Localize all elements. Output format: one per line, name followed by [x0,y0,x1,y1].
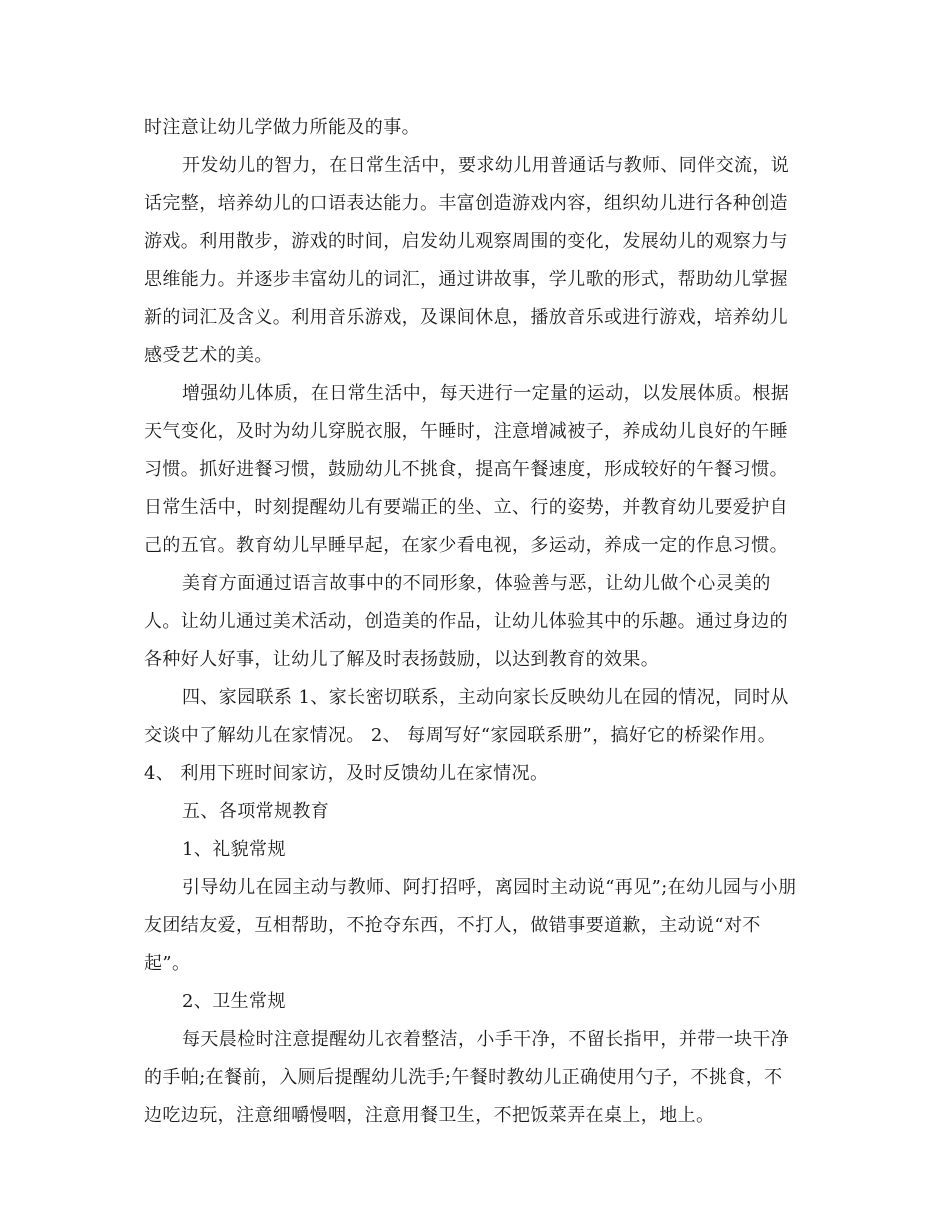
text-line: 话完整，培养幼儿的口语表达能力。丰富创造游戏内容，组织幼儿进行各种创造 [144,193,788,214]
subsection-heading: 1、礼貌常规 [182,839,286,860]
text-line: 时注意让幼儿学做力所能及的事。 [144,117,420,138]
text-line: 各种好人好事，让幼儿了解及时表扬鼓励，以达到教育的效果。 [144,649,660,670]
paragraph-manners-start: 引导幼儿在园主动与教师、阿打招呼，离园时主动说“再见”;在幼儿园与小朋 [182,877,797,898]
text-line: 人。让幼儿通过美术活动，创造美的作品，让幼儿体验其中的乐趣。通过身边的 [144,611,788,632]
text-line: 己的五官。教育幼儿早睡早起，在家少看电视，多运动，养成一定的作息习惯。 [144,535,788,556]
text-line: 感受艺术的美。 [144,345,273,366]
text-line: 游戏。利用散步，游戏的时间，启发幼儿观察周围的变化，发展幼儿的观察力与 [144,231,788,252]
section-heading: 五、各项常规教育 [182,801,330,822]
paragraph-hygiene-start: 每天晨检时注意提醒幼儿衣着整洁，小手干净，不留长指甲，并带一块干净 [182,1029,790,1050]
paragraph-intellect-start: 开发幼儿的智力，在日常生活中，要求幼儿用普通话与教师、同伴交流，说 [182,155,790,176]
text-line: 交谈中了解幼儿在家情况。 2、 每周写好“家园联系册”，搞好它的桥梁作用。 [144,725,777,746]
text-line: 起”。 [144,953,191,974]
text-line: 日常生活中，时刻提醒幼儿有要端正的坐、立、行的姿势，并教育幼儿要爱护自 [144,497,788,518]
subsection-heading: 2、卫生常规 [182,991,286,1012]
text-line: 边吃边玩，注意细嚼慢咽，注意用餐卫生，不把饭菜弄在桌上，地上。 [144,1105,715,1126]
text-line: 的手帕;在餐前，入厕后提醒幼儿洗手;午餐时教幼儿正确使用勺子，不挑食，不 [144,1067,783,1088]
paragraph-home-contact-start: 四、家园联系 1、家长密切联系，主动向家长反映幼儿在园的情况，同时从 [182,687,789,708]
paragraph-physique-start: 增强幼儿体质，在日常生活中，每天进行一定量的运动，以发展体质。根据 [182,383,790,404]
text-line: 友团结友爱，互相帮助，不抢夺东西，不打人，做错事要道歉，主动说“对不 [144,915,761,936]
text-line: 天气变化，及时为幼儿穿脱衣服，午睡时，注意增减被子，养成幼儿良好的午睡 [144,421,788,442]
paragraph-aesthetics-start: 美育方面通过语言故事中的不同形象，体验善与恶，让幼儿做个心灵美的 [182,573,771,594]
text-line: 4、 利用下班时间家访，及时反馈幼儿在家情况。 [144,763,549,784]
text-line: 习惯。抓好进餐习惯，鼓励幼儿不挑食，提高午餐速度，形成较好的午餐习惯。 [144,459,788,480]
text-line: 新的词汇及含义。利用音乐游戏，及课间休息，播放音乐或进行游戏，培养幼儿 [144,307,788,328]
text-line: 思维能力。并逐步丰富幼儿的词汇，通过讲故事，学儿歌的形式，帮助幼儿掌握 [144,269,788,290]
